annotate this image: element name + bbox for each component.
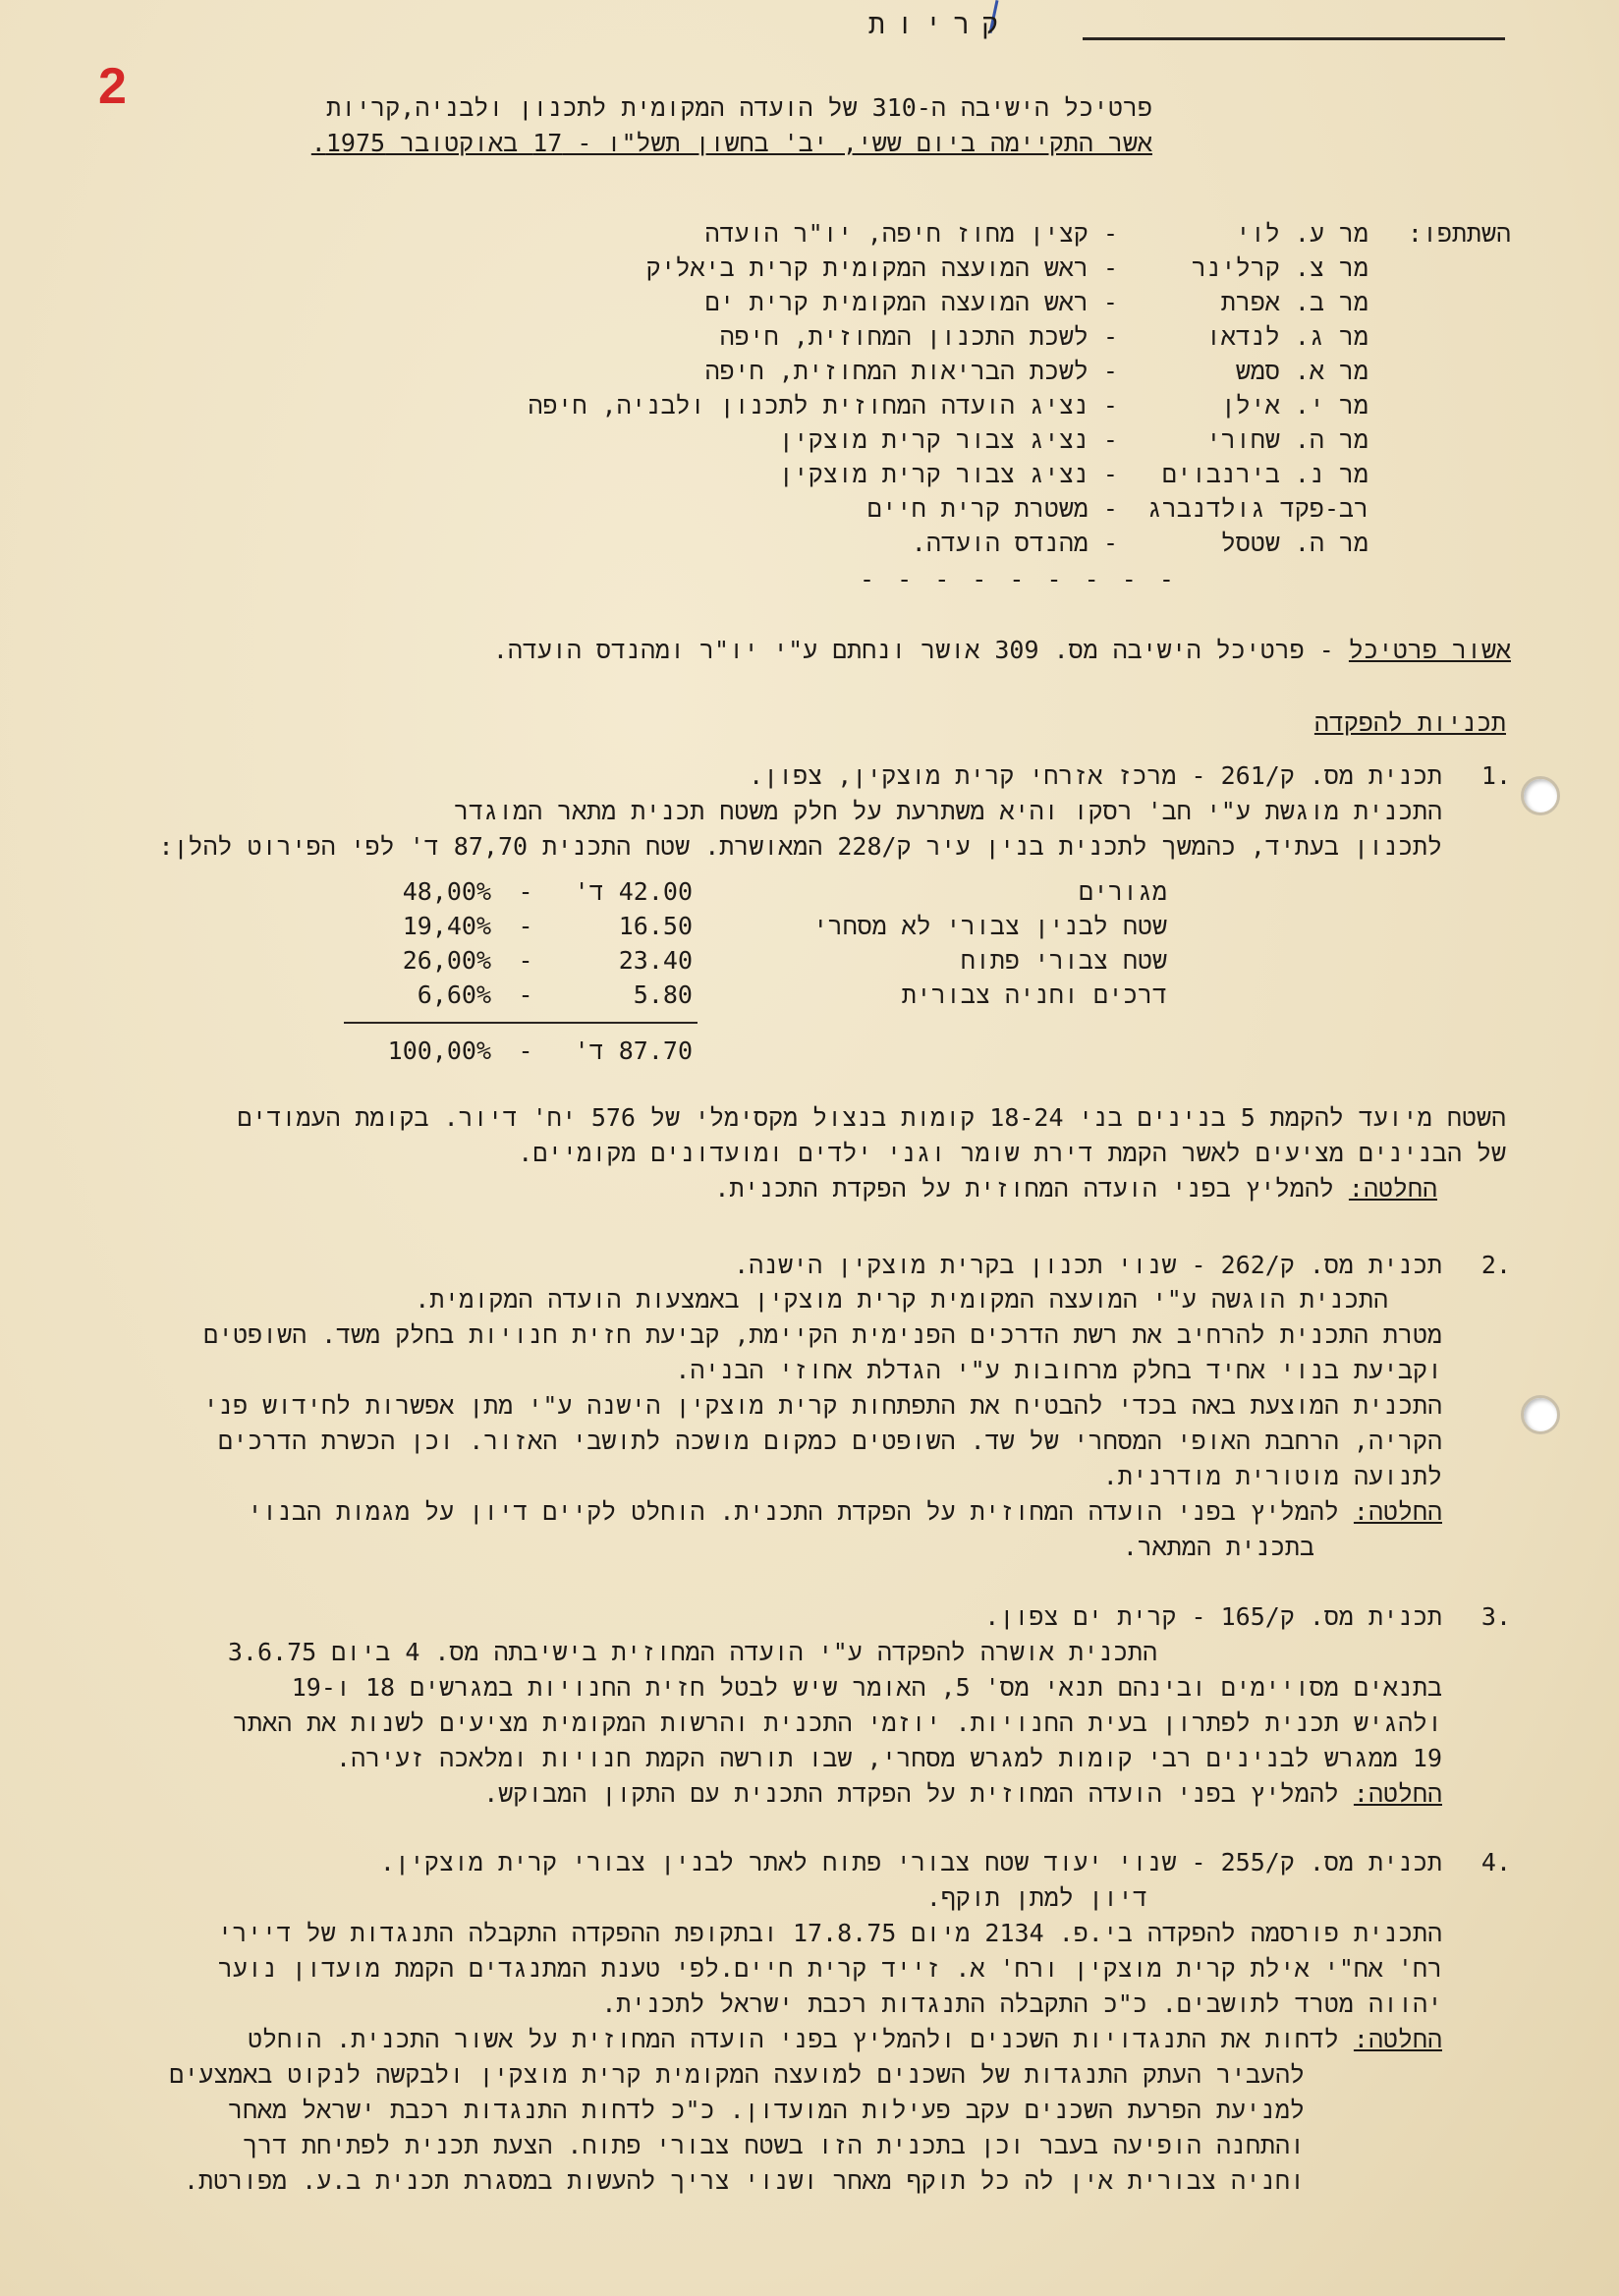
approval-row <box>493 633 1511 668</box>
item-4-line-2: רח' אח"י אילת קרית מוצקין ורח' א. זייד קרית חיים.לפי טענת המתנגדים הקמת מועדון נוער <box>217 1954 1442 1983</box>
table-percent: 26,00% <box>402 946 491 975</box>
decision-label: החלטה: <box>1353 2025 1442 2053</box>
table-dash: - <box>518 946 533 975</box>
item-2-line-5: הקריה, הרחבת האופי המסחרי של שד. השופטים כמקום מושכה לתושבי האזור. וכן הכשרת הדרכים <box>218 1427 1442 1455</box>
table-value: 23.40 <box>618 946 693 975</box>
table-dash: - <box>518 877 533 906</box>
decision-text: להמליץ בפני הועדה המחוזית על הפקדת התכנית עם התקון המבוקש. <box>483 1779 1339 1808</box>
participant-name: מר ה. שטסל <box>1220 529 1368 557</box>
item-1-heading: תכנית מס. ק/261 - מרכז אזרחי קרית מוצקין, צפון. <box>749 761 1442 790</box>
participant-name: מר נ. בירנבוים <box>1161 460 1368 488</box>
punch-hole <box>1521 776 1560 815</box>
participant-name: רב-פקד גולדנברג <box>1146 494 1368 523</box>
item-1-line-1: התכנית מוגשת ע"י חב' רסקו והיא משתרעת על חלק משטח תכנית מתאר המוגדר <box>454 797 1442 825</box>
table-category: שטח לבנין צבורי לא מסחרי <box>812 912 1167 940</box>
participant-name: מר ע. לוי <box>1235 219 1368 248</box>
table-dash: - <box>518 912 533 940</box>
participant-name: מר י. אילן <box>1220 391 1368 420</box>
title-line-2: אשר התקיימה ביום ששי, יב' בחשון תשל"ו - 17 באוקטובר 1975. <box>310 129 1152 157</box>
decision-label: החלטה: <box>1353 1497 1442 1526</box>
item-4-decision-2: להעביר העתק התנגדות של השכנים למועצה המקומית קרית מוצקין ולבקשה לנקוט באמצעים <box>169 2060 1305 2089</box>
table-value: 5.80 <box>633 980 693 1009</box>
punch-hole <box>1521 1395 1560 1434</box>
item-4-subheading: דיון למתן תוקף. <box>925 1883 1147 1912</box>
decision-text: להמליץ בפני הועדה המחוזית על הפקדת התכנית. הוחלט לקיים דיון על מגמות הבנוי <box>248 1497 1339 1526</box>
item-4-line-3: יהווה מטרד לתושבים. כ"כ התקבלה התנגדות רכבת ישראל לתכנית. <box>601 1989 1442 2018</box>
table-value: 16.50 <box>618 912 693 940</box>
participant-role: - נציג צבור קרית מוצקין <box>778 460 1118 488</box>
item-3-line-3: ולהגיש תכנית לפתרון בעית החנויות. יוזמי התכנית והרשות המקומית מציעים לשנות את האתר <box>233 1708 1442 1737</box>
decision-text: להמליץ בפני הועדה המחוזית על הפקדת התכנית. <box>714 1174 1334 1203</box>
title-line-1: פרטיכל הישיבה ה-310 של הועדה המקומית לתכנון ולבניה,קריות <box>326 93 1152 122</box>
table-total-value: 87.70 ד' <box>574 1036 693 1065</box>
item-1-after-line-2: של הבנינים מציעים לאשר הקמת דירת שומר וגני ילדים ומועדונים מקומיים. <box>518 1139 1506 1167</box>
table-category: דרכים וחניה צבורית <box>901 980 1167 1009</box>
participant-name: מר ג. לנדאו <box>1205 322 1368 351</box>
participant-role: - נציג צבור קרית מוצקין <box>778 425 1118 454</box>
table-percent: 48,00% <box>402 877 491 906</box>
item-4-decision-5: וחניה צבורית אין לה כל תוקף מאחר ושנוי צריך להעשות במסגרת תכנית ב.ע. מפורטת. <box>184 2166 1305 2195</box>
item-4-number: 4. <box>1480 1848 1511 1876</box>
city-underline <box>1083 37 1505 40</box>
table-category: שטח צבורי פתוח <box>960 946 1167 975</box>
table-category: מגורים <box>1078 877 1167 906</box>
item-2-line-4: התכנית המוצעת באה בכדי להבטיח את התפתחות קרית מוצקין הישנה ע"י מתן אפשרות לחידוש פני <box>203 1391 1442 1420</box>
table-total-rule <box>344 1022 698 1024</box>
item-2-number: 2. <box>1480 1251 1511 1279</box>
item-2-line-3: וקביעת בנוי אחיד בחלק מרחובות ע"י הגדלת אחוזי הבניה. <box>675 1356 1442 1384</box>
participant-role: - ראש המועצה המקומית קרית ים <box>704 288 1118 316</box>
item-3-heading: תכנית מס. ק/165 - קרית ים צפון. <box>984 1602 1442 1631</box>
item-2-line-2: מטרת התכנית להרחיב את רשת הדרכים הפנימית הקיימת, קביעת חזית חנויות בחלק משד. השופטים <box>203 1320 1442 1349</box>
decision-text: לדחות את התנגדויות השכנים ולהמליץ בפני הועדה המחוזית על אשור התכנית. הוחלט <box>248 2025 1339 2053</box>
section-title: תכניות להפקדה <box>1313 708 1506 737</box>
table-percent: 6,60% <box>417 980 491 1009</box>
participant-role: - נציג הועדה המחוזית לתכנון ולבניה, חיפה <box>528 391 1118 420</box>
approval-text: - פרטיכל הישיבה מס. 309 אושר ונחתם ע"י יו"ר ומהנדס הועדה. <box>492 636 1334 664</box>
table-dash: - <box>518 980 533 1009</box>
decision-label: החלטה: <box>1353 1779 1442 1808</box>
item-4-decision-3: למניעת הפרעת השכנים עקב פעילות המועדון. כ"כ לדחות התנגדות רכבת ישראל מאחר <box>228 2096 1305 2124</box>
table-dash: - <box>518 1036 533 1065</box>
decision-label: החלטה: <box>1348 1174 1437 1203</box>
participant-role: - קצין מחוז חיפה, יו"ר הועדה <box>704 219 1118 248</box>
item-1-after-line-1: השטח מיועד להקמת 5 בנינים בני 18-24 קומות בנצול מקסימלי של 576 יח' דיור. בקומת העמודים <box>237 1103 1506 1132</box>
item-1-line-2: לתכנון בעתיד, כהמשך לתכנית בנין עיר ק/228 המאושרת. שטח התכנית 87,70 ד' לפי הפירוט להלן: <box>158 832 1442 861</box>
table-value: 42.00 ד' <box>574 877 693 906</box>
participant-role: - מהנדס הועדה. <box>911 529 1118 557</box>
participant-role: - ראש המועצה המקומית קרית ביאליק <box>645 253 1118 282</box>
item-4-heading: תכנית מס. ק/255 - שנוי יעוד שטח צבורי פתוח לאתר לבנין צבורי קרית מוצקין. <box>379 1848 1442 1876</box>
item-2-line-6: לתנועה מוטורית מודרנית. <box>1102 1462 1442 1490</box>
item-3-number: 3. <box>1480 1602 1511 1631</box>
participant-name: מר א. סמש <box>1235 357 1368 385</box>
approval-label: אשור פרטיכל <box>1348 636 1511 664</box>
item-4-line-1: התכנית פורסמה להפקדה בי.פ. 2134 מיום 17.8.75 ובתקופת ההפקדה התקבלה התנגדות של דיירי <box>217 1919 1442 1947</box>
table-total-percent: 100,00% <box>387 1036 491 1065</box>
item-3-line-4: 19 ממגרש לבנינים רבי קומות למגרש מסחרי, שבו תורשה הקמת חנויות ומלאכה זעירה. <box>336 1744 1442 1772</box>
participant-name: מר ב. אפרת <box>1220 288 1368 316</box>
item-1-decision <box>714 1171 1437 1206</box>
city-heading: קריות <box>867 8 1010 40</box>
item-1-number: 1. <box>1480 761 1511 790</box>
participant-role: - משטרת קרית חיים <box>866 494 1118 523</box>
participant-role: - לשכת הבריאות המחוזית, חיפה <box>704 357 1118 385</box>
item-3-line-2: בתנאים מסויימים ובינהם תנאי מס' 5, האומר שיש לבטל חזית החנויות במגרשים 18 ו-19 <box>291 1673 1442 1702</box>
item-3-decision <box>483 1776 1442 1812</box>
item-2-decision <box>248 1494 1442 1530</box>
table-percent: 19,40% <box>402 912 491 940</box>
participants-label: השתתפו: <box>1407 219 1511 248</box>
item-4-decision <box>248 2022 1442 2057</box>
item-2-heading: תכנית מס. ק/262 - שנוי תכנון בקרית מוצקין הישנה. <box>734 1251 1442 1279</box>
item-2-line-1: התכנית הוגשה ע"י המועצה המקומית קרית מוצקין באמצעות הועדה המקומית. <box>415 1285 1388 1314</box>
item-4-decision-4: והתחנה הופיעה בעבר וכן בתכנית הזו בשטח צבורי פתוח. הצעת תכנית לפתיחת דרך <box>243 2131 1305 2159</box>
item-3-line-1: התכנית אושרה להפקדה ע"י הועדה המחוזית בישיבתה מס. 4 ביום 3.6.75 <box>227 1638 1157 1666</box>
participant-role: - לשכת התכנון המחוזית, חיפה <box>719 322 1118 351</box>
participant-name: מר צ. קרלינר <box>1191 253 1368 282</box>
page-number: 2 <box>98 58 127 115</box>
dashes-separator: - - - - - - - - - <box>860 565 1178 593</box>
item-2-decision-2: בתכנית המתאר. <box>1122 1533 1314 1561</box>
participant-name: מר ה. שחורי <box>1205 425 1368 454</box>
